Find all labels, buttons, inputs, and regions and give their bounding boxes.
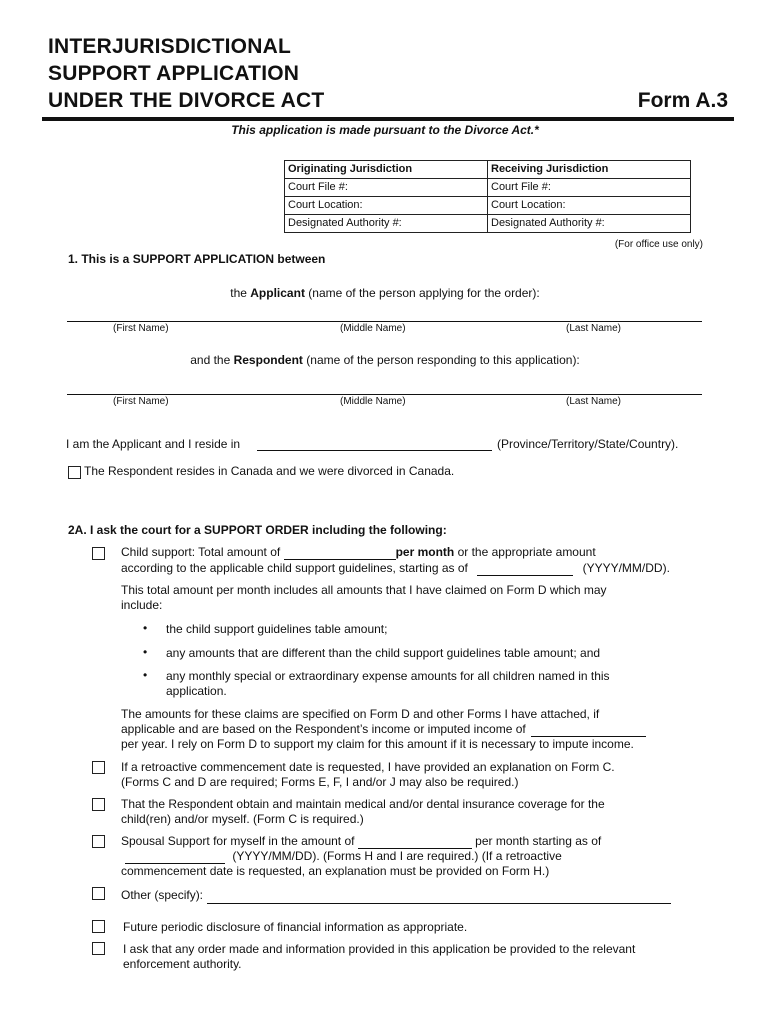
respondent-name-input[interactable] — [67, 394, 702, 395]
section2a-heading: 2A. I ask the court for a SUPPORT ORDER including the following: — [68, 523, 447, 537]
form-number: Form A.3 — [637, 89, 728, 112]
disclosure-checkbox[interactable] — [92, 920, 105, 933]
child-support-l2-post: (YYYY/MM/DD). — [582, 561, 670, 575]
respondent-last-name-label: (Last Name) — [566, 396, 622, 407]
reside-suffix: (Province/Territory/State/Country). — [497, 437, 679, 451]
child-support-p2-line2: include: — [121, 598, 163, 612]
originating-designated-authority[interactable]: Designated Authority #: — [285, 215, 488, 233]
child-support-per-month: per month — [395, 545, 455, 559]
bullet-item: the child support guidelines table amount; — [166, 622, 388, 636]
child-support-checkbox[interactable] — [92, 547, 105, 560]
spousal-l1-post: per month starting as of — [475, 834, 602, 848]
respondent-prompt-pre: and the — [190, 353, 234, 367]
disclosure-label: Future periodic disclosure of financial information as appropriate. — [123, 920, 468, 934]
child-support-start-date-input[interactable] — [477, 562, 573, 576]
insurance-line1: That the Respondent obtain and maintain medical and/or dental insurance coverage for the — [121, 797, 605, 811]
form-title — [48, 33, 324, 114]
retroactive-line2: (Forms C and D are required; Forms E, F, I and/or J may also be required.) — [121, 775, 519, 789]
child-support-l2-pre: according to the applicable child support guidelines, starting as of — [121, 561, 468, 575]
form-subtitle: This application is made pursuant to the Divorce Act.* — [231, 123, 539, 137]
child-support-p3-l2-text: applicable and are based on the Respondent’s income or imputed income of — [121, 722, 526, 736]
spousal-l1-pre: Spousal Support for myself in the amount of — [121, 834, 355, 848]
child-support-l1-post: or the appropriate amount — [457, 545, 596, 559]
reside-text: I am the Applicant and I reside in — [66, 437, 241, 451]
bullet-marker: • — [143, 621, 148, 635]
respondent-prompt-bold: Respondent — [233, 353, 303, 367]
title-line: UNDER THE DIVORCE ACT — [48, 89, 325, 112]
applicant-prompt — [0, 286, 770, 301]
originating-header: Originating Jurisdiction — [285, 161, 488, 179]
enforcement-checkbox[interactable] — [92, 942, 105, 955]
child-support-p3-line3: per year. I rely on Form D to support my claim for this amount if it is necessary to impute income. — [121, 737, 634, 751]
child-support-l1-pre: Child support: Total amount of — [121, 545, 281, 559]
originating-court-file[interactable]: Court File #: — [285, 179, 488, 197]
spousal-amount-input[interactable] — [358, 835, 472, 849]
applicant-first-name-label: (First Name) — [113, 323, 169, 334]
spousal-support-checkbox[interactable] — [92, 835, 105, 848]
applicant-last-name-label: (Last Name) — [566, 323, 622, 334]
applicant-prompt-post: (name of the person applying for the order): — [304, 286, 540, 300]
enforcement-line1: I ask that any order made and information provided in this application be provided to the relevant — [123, 942, 636, 956]
insurance-line2: child(ren) and/or myself. (Form C is required.) — [121, 812, 364, 826]
title-line: SUPPORT APPLICATION — [48, 62, 300, 85]
child-support-p2-line1: This total amount per month includes all amounts that I have claimed on Form D which may — [121, 583, 607, 597]
spousal-line2 — [121, 849, 562, 864]
bullet-item-continued: application. — [166, 684, 227, 698]
applicant-middle-name-label: (Middle Name) — [340, 323, 406, 334]
child-support-amount-input[interactable] — [284, 546, 396, 560]
applicant-prompt-pre: the — [230, 286, 251, 300]
child-support-line2 — [121, 561, 670, 576]
bullet-item: any monthly special or extraordinary expense amounts for all children named in this — [166, 669, 610, 683]
divorced-in-canada-label: The Respondent resides in Canada and we were divorced in Canada. — [84, 464, 455, 478]
bullet-marker: • — [143, 668, 148, 682]
insurance-checkbox[interactable] — [92, 798, 105, 811]
header-rule — [42, 117, 734, 121]
other-specify-input[interactable] — [207, 903, 671, 904]
receiving-court-file[interactable]: Court File #: — [488, 179, 691, 197]
divorced-in-canada-checkbox[interactable] — [68, 466, 81, 479]
spousal-l2-post: (YYYY/MM/DD). (Forms H and I are required.) (If a retroactive — [232, 849, 562, 863]
respondent-first-name-label: (First Name) — [113, 396, 169, 407]
respondent-prompt — [0, 353, 770, 368]
bullet-marker: • — [143, 645, 148, 659]
title-line: INTERJURISDICTIONAL — [48, 35, 291, 58]
spousal-line1 — [121, 834, 601, 849]
other-label: Other (specify): — [121, 888, 204, 902]
applicant-prompt-bold: Applicant — [250, 286, 305, 300]
receiving-designated-authority[interactable]: Designated Authority #: — [488, 215, 691, 233]
child-support-line1 — [121, 545, 596, 560]
jurisdiction-table — [284, 160, 691, 233]
spousal-line3: commencement date is requested, an explanation must be provided on Form H.) — [121, 864, 550, 878]
receiving-court-location[interactable]: Court Location: — [488, 197, 691, 215]
spousal-start-date-input[interactable] — [125, 850, 225, 864]
child-support-p3-line1: The amounts for these claims are specified on Form D and other Forms I have attached, if — [121, 707, 600, 721]
section1-heading: 1. This is a SUPPORT APPLICATION between — [68, 252, 326, 266]
respondent-prompt-post: (name of the person responding to this application): — [302, 353, 580, 367]
respondent-middle-name-label: (Middle Name) — [340, 396, 406, 407]
enforcement-line2: enforcement authority. — [123, 957, 242, 971]
retroactive-line1: If a retroactive commencement date is requested, I have provided an explanation on Form C. — [121, 760, 615, 774]
retroactive-checkbox[interactable] — [92, 761, 105, 774]
other-checkbox[interactable] — [92, 887, 105, 900]
office-use-note: (For office use only) — [614, 239, 703, 250]
applicant-name-input[interactable] — [67, 321, 702, 322]
bullet-item: any amounts that are different than the child support guidelines table amount; and — [166, 646, 601, 660]
receiving-header: Receiving Jurisdiction — [488, 161, 691, 179]
reside-input[interactable] — [257, 450, 492, 451]
child-support-p3-line2 — [121, 722, 646, 737]
originating-court-location[interactable]: Court Location: — [285, 197, 488, 215]
imputed-income-input[interactable] — [531, 723, 646, 737]
